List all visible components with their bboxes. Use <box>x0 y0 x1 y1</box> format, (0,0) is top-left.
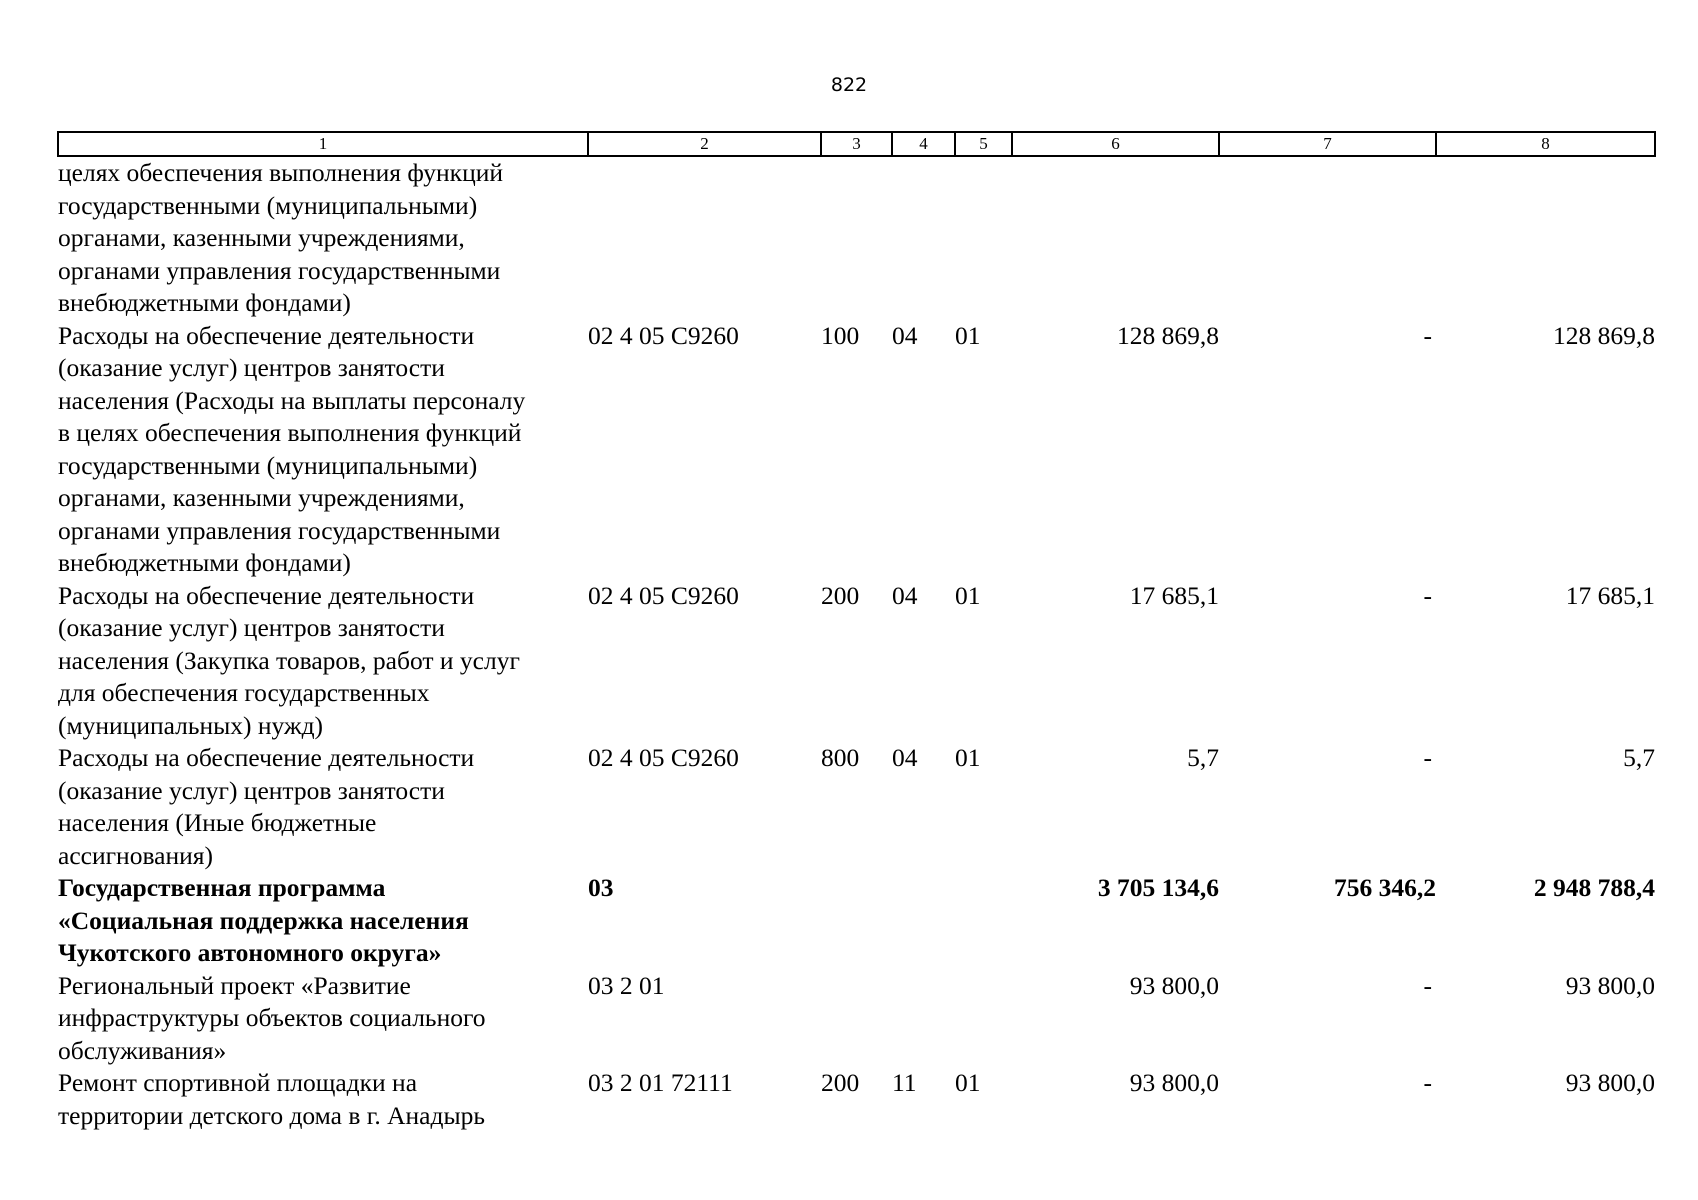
regional-amount-cell: 128 869,8 <box>1553 320 1655 350</box>
subsection-cell <box>955 872 1012 970</box>
expense-type-cell: 200 <box>821 580 860 610</box>
subsection-cell: 01 <box>955 580 981 610</box>
section-cell <box>892 970 955 1068</box>
regional-amount-cell: 93 800,0 <box>1565 970 1655 1000</box>
table-row <box>58 970 1655 1068</box>
expense-type-cell: 100 <box>821 320 860 350</box>
table-row <box>58 580 1655 743</box>
target-article-cell: 03 <box>588 873 614 902</box>
federal-amount-cell: - <box>1423 1068 1432 1097</box>
target-article-cell: 03 2 01 72111 <box>588 1068 733 1097</box>
expense-name-cell: Государственная программа «Социальная поддержка населения Чукотского автономного округа» <box>58 873 469 967</box>
section-cell <box>892 872 955 970</box>
expense-name-cell: Ремонт спортивной площадки на территории детского дома в г. Анадырь <box>58 1068 485 1130</box>
regional-amount-cell: 17 685,1 <box>1565 580 1655 610</box>
total-amount-cell: 128 869,8 <box>1117 320 1219 350</box>
expense-type-cell <box>821 970 892 1068</box>
total-amount-cell: 5,7 <box>1187 743 1219 772</box>
section-cell <box>892 156 955 320</box>
federal-amount-cell: - <box>1423 580 1432 610</box>
target-article-cell: 03 2 01 <box>588 970 665 1000</box>
table-row <box>58 742 1655 872</box>
federal-amount-cell: - <box>1423 743 1432 772</box>
total-amount-cell: 93 800,0 <box>1129 1068 1219 1097</box>
federal-amount-cell: 756 346,2 <box>1334 873 1436 902</box>
budget-table <box>57 131 1656 1132</box>
total-amount-cell: 17 685,1 <box>1129 580 1219 610</box>
total-amount-cell: 3 705 134,6 <box>1097 873 1219 902</box>
expense-name-cell: Расходы на обеспечение деятельности (оказание услуг) центров занятости населения (Расходы на выплаты персоналу в целях обеспечения выполнения функций государственными (муниципальными) органами, казенными учреждениями, органами управления государственными внебюджетными фондами) <box>58 320 526 577</box>
expense-type-cell: 800 <box>821 743 860 772</box>
subsection-cell: 01 <box>955 743 981 772</box>
column-number-header: 1 <box>58 132 588 156</box>
column-number-header: 7 <box>1219 132 1436 156</box>
expense-type-cell: 200 <box>821 1068 860 1097</box>
target-article-cell: 02 4 05 С9260 <box>588 320 739 350</box>
expense-type-cell <box>821 156 892 320</box>
target-article-cell <box>588 156 821 320</box>
federal-amount-cell: - <box>1423 970 1432 1000</box>
expense-name-cell: Расходы на обеспечение деятельности (оказание услуг) центров занятости населения (Закупка товаров, работ и услуг для обеспечения государственных (муниципальных) нужд) <box>58 580 520 740</box>
section-cell: 04 <box>892 320 918 350</box>
total-amount-cell: 93 800,0 <box>1129 970 1219 1000</box>
expense-type-cell <box>821 872 892 970</box>
target-article-cell: 02 4 05 С9260 <box>588 743 739 772</box>
expense-name-cell: Региональный проект «Развитие инфраструктуры объектов социального обслуживания» <box>58 970 486 1065</box>
section-cell: 04 <box>892 580 918 610</box>
column-number-header: 3 <box>821 132 892 156</box>
section-cell: 04 <box>892 743 918 772</box>
regional-amount-cell: 2 948 788,4 <box>1533 873 1655 902</box>
subsection-cell: 01 <box>955 1068 981 1097</box>
program-row <box>58 872 1655 970</box>
column-number-header: 5 <box>955 132 1012 156</box>
expense-name-cell: Расходы на обеспечение деятельности (оказание услуг) центров занятости населения (Иные бюджетные ассигнования) <box>58 743 475 870</box>
federal-amount-cell <box>1219 156 1436 320</box>
total-amount-cell <box>1012 156 1219 320</box>
federal-amount-cell: - <box>1423 320 1432 350</box>
expense-name-cell: целях обеспечения выполнения функций государственными (муниципальными) органами, казенными учреждениями, органами управления государственными внебюджетными фондами) <box>58 158 504 317</box>
subsection-cell <box>955 156 1012 320</box>
column-number-header: 6 <box>1012 132 1219 156</box>
subsection-cell: 01 <box>955 320 981 350</box>
regional-amount-cell: 5,7 <box>1623 743 1655 772</box>
table-row <box>58 156 1655 320</box>
column-number-header: 8 <box>1436 132 1655 156</box>
subsection-cell <box>955 970 1012 1068</box>
section-cell: 11 <box>892 1068 917 1097</box>
regional-amount-cell: 93 800,0 <box>1565 1068 1655 1097</box>
column-number-header: 2 <box>588 132 821 156</box>
target-article-cell: 02 4 05 С9260 <box>588 580 739 610</box>
regional-amount-cell <box>1436 156 1655 320</box>
page-number: 822 <box>830 74 868 96</box>
table-row <box>58 320 1655 580</box>
column-number-header: 4 <box>892 132 955 156</box>
table-row <box>58 1067 1655 1132</box>
column-numbers-row <box>58 132 1655 156</box>
